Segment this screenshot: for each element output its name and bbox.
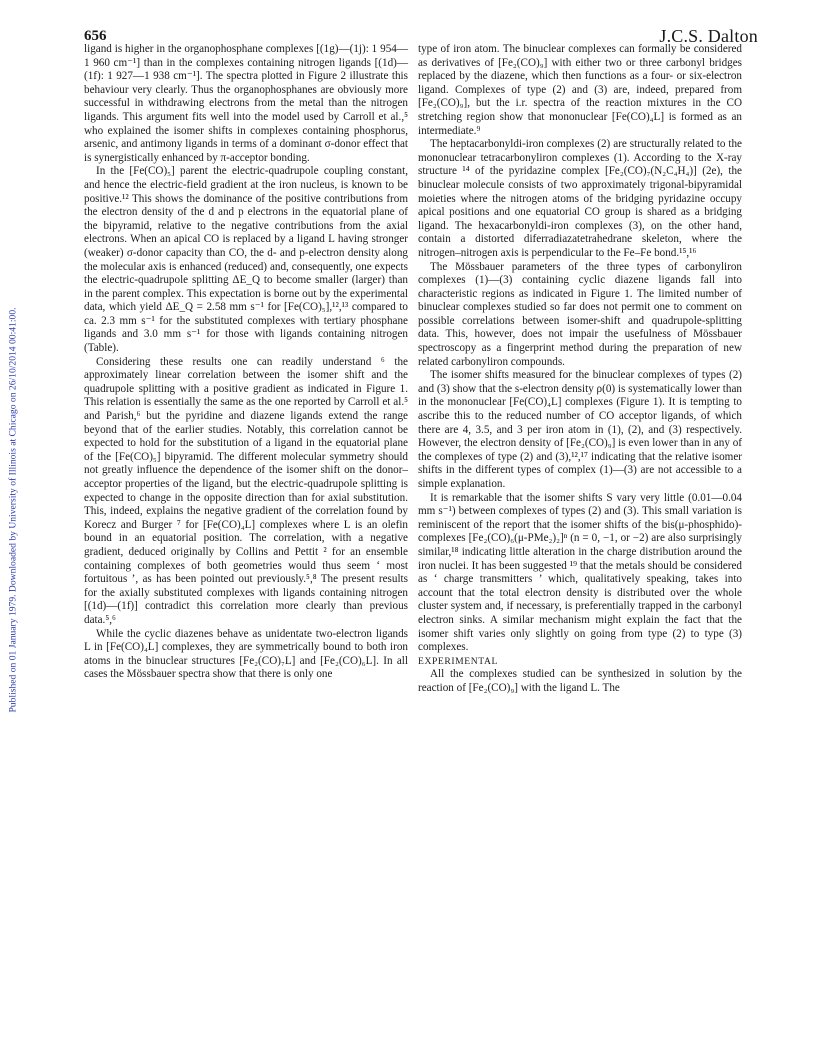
paragraph: The Mössbauer parameters of the three types of carbonyliron complexes (1)—(3) containing cyclic diazene ligands fall into characteristic regions as indicated in Figure 1. The limited number of binuclear complexes studied so far does not permit one to comment on possible correlations between isomer-shift and quadrupole-splitting data. This, however, does not impair the usefulness of Mössbauer spectroscopy as a fingerprint method during the preparation of new related carbonyliron compounds. bbox=[418, 260, 742, 368]
paragraph: The isomer shifts measured for the binuclear complexes of types (2) and (3) show that the s-electron density ρ(0) is systematically lower than in the mononuclear [Fe(CO)₄L] complexes (Figure 1). It is tempting to ascribe this to the reduced number of CO acceptor ligands, of which there are 4, 3.5, and 3 per iron atom in (1), (2), and (3) respectively. However, the electron density of [Fe₂(CO)₉] is even lower than in any of the complexes of type (2) and (3),¹²,¹⁷ indicating that the relative isomer shifts in the different types of complex (1)—(3) are not accessible to a simple explanation. bbox=[418, 369, 742, 490]
paragraph: ligand is higher in the organophosphane complexes [(1g)—(1j): 1 954—1 960 cm⁻¹] than in the complexes containing nitrogen ligands [(1d)—(1f): 1 927—1 938 cm⁻¹]. The spectra plotted in Figure 2 illustrate this behaviour very clearly. Thus the organophosphanes are obviously more successful in withdrawing electrons from the metal than the nitrogen ligands. This argument fits well into the model used by Carroll et al.,⁵ who explained the isomer shifts in complexes containing phosphorus, arsenic, and antimony ligands in terms of a dominant σ-donor effect that is synergistically enhanced by π-acceptor bonding. bbox=[84, 43, 408, 164]
paragraph: Considering these results one can readily understand ⁶ the approximately linear correlation between the isomer shift and the quadrupole splitting with a positive gradient as indicated in Figure 1. This relation is essentially the same as the one reported by Carroll et al.⁵ and Parish,⁶ but the pyridine and diazene ligands extend the range beyond that of the earlier studies. Notably, this correlation cannot be expected to hold for the substitution of a ligand in the equatorial plane of the [Fe(CO)₅] bipyramid. The different molecular symmetry should not greatly influence the dependence of the isomer shift on the donor–acceptor properties of the ligand, but the electric-quadrupole splitting is expected to change in the opposite direction than for axial substitution. This, indeed, explains the negative gradient of the correlation found by Korecz and Burger ⁷ for [Fe(CO)₄L] complexes where L is an olefin bound in an equatorial position. The correlation, with a negative gradient, deduced originally by Collins and Pettit ² for an ensemble containing complexes of both geometries would thus seem ‘ most fortuitous ’, as has been pointed out previously.⁵,⁸ The present results for the axially substituted complexes with ligands containing nitrogen [(1d)—(1f)] contradict this correlation more clearly than previous data.⁵,⁶ bbox=[84, 355, 408, 626]
right-column bbox=[418, 43, 742, 696]
paragraph: The heptacarbonyldi-iron complexes (2) are structurally related to the mononuclear tetracarbonyliron complexes (1). According to the X-ray structure ¹⁴ of the pyridazine complex [Fe₂(CO)₇(N₂C₄H₄)] (2e), the binuclear molecule consists of two approximately trigonal-bipyramidal moieties where the nitrogen atoms of the bridging pyridazine occupy apical positions and one equatorial CO group is shared as a bridging ligand. The hexacarbonyldi-iron complexes (3), on the other hand, contain a distorted diferradiazatetrahedrane skeleton, where the nitrogen–nitrogen axis is perpendicular to the Fe–Fe bond.¹⁵,¹⁶ bbox=[418, 138, 742, 259]
paragraph: It is remarkable that the isomer shifts S vary very little (0.01—0.04 mm s⁻¹) between complexes of types (2) and (3). This small variation is reminiscent of the report that the isomer shifts of the bis(μ-phosphido)-complexes [Fe₂(CO)₆(μ-PMe₂)₂]ⁿ (n = 0, −1, or −2) are also surprisingly similar,¹⁸ indicating little alteration in the charge distribution around the iron nuclei. It has been suggested ¹⁹ that the metals should be considered as ‘ charge transmitters ’ which, qualitatively speaking, takes into account that the total electron density is distributed over the whole cluster system and, if necessary, is preferentially trapped in the carbonyl electron sinks. A similar mechanism might explain the fact that the isomer shift varies only slightly on going from type (2) to type (3) complexes. bbox=[418, 491, 742, 654]
journal-title: J.C.S. Dalton bbox=[659, 26, 758, 46]
section-heading-experimental: EXPERIMENTAL bbox=[418, 655, 498, 667]
left-column bbox=[84, 43, 408, 682]
paragraph: In the [Fe(CO)₅] parent the electric-quadrupole coupling constant, and hence the electric-field gradient at the iron nucleus, is known to be positive.¹² This shows the dominance of the positive contributions from the electron density of the d and p electrons in the equatorial plane of the bipyramid, relative to the negative contributions from the axial electrons. When an apical CO is replaced by a ligand L having stronger (weaker) σ-donor capacity than CO, the d- and p-electron density along the molecular axis is enhanced (reduced) and, consequently, one expects the electric-quadrupole splitting ΔE_Q to become smaller (larger) than in the parent complex. This expectation is borne out by the experimental data, which yield ΔE_Q = 2.58 mm s⁻¹ for [Fe(CO)₅],¹²,¹³ compared to ca. 2.3 mm s⁻¹ for the substituted complexes with tertiary phosphane ligands and 3.0 mm s⁻¹ for those with ligands containing nitrogen (Table). bbox=[84, 165, 408, 355]
paragraph: All the complexes studied can be synthesized in solution by the reaction of [Fe₂(CO)₉] with the ligand L. The bbox=[418, 668, 742, 694]
download-note bbox=[2, 120, 24, 900]
paragraph: type of iron atom. The binuclear complexes can formally be considered as derivatives of [Fe₂(CO)₉] with either two or three carbonyl bridges replaced by the diazene, which then functions as a four- or six-electron ligand. Complexes of type (2) and (3) are, indeed, prepared from [Fe₂(CO)₉], but the i.r. spectra of the reaction mixtures in the CO stretching region show that mononuclear [Fe(CO)₄L] is formed as an intermediate.⁹ bbox=[418, 43, 742, 137]
paragraph: While the cyclic diazenes behave as unidentate two-electron ligands L in [Fe(CO)₄L] complexes, they are symmetrically bound to both iron atoms in the binuclear structures [Fe₂(CO)₇L] and [Fe₂(CO)₆L]. In all cases the Mössbauer spectra show that there is only one bbox=[84, 627, 408, 681]
download-note-text: Published on 01 January 1979. Downloaded by University of Illinois at Chicago on 26/10/2014 00:41:00. bbox=[7, 307, 19, 713]
page-number: 656 bbox=[84, 28, 107, 44]
